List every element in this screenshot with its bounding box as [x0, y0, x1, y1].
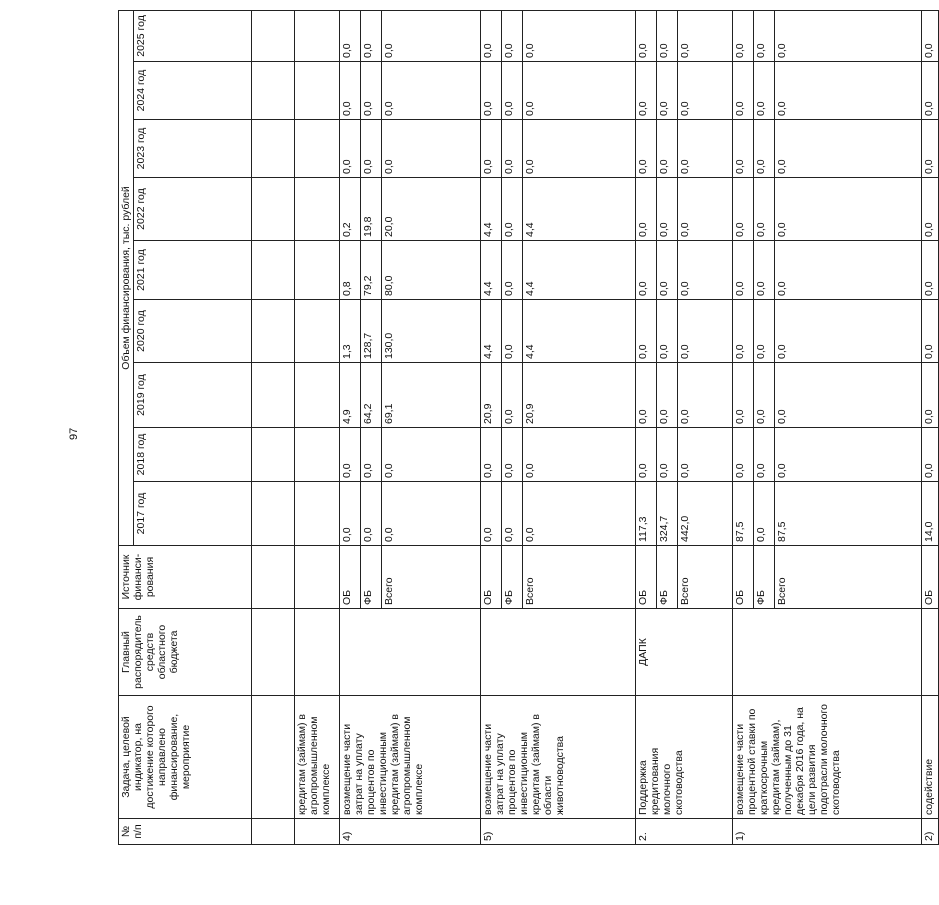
funding-value: 0,0 [657, 428, 678, 482]
row-source: ФБ [754, 546, 775, 609]
header-year: 2018 год [134, 428, 252, 482]
funding-value: 0,0 [775, 120, 922, 178]
funding-value: 0,0 [754, 482, 775, 546]
row-manager [733, 609, 922, 696]
funding-value: 0,0 [382, 482, 481, 546]
header-spacer-row [252, 10, 295, 844]
funding-value: 0,0 [922, 178, 939, 241]
funding-value: 0,0 [361, 482, 382, 546]
funding-value: 0,0 [733, 428, 754, 482]
funding-value: 0,0 [922, 300, 939, 363]
header-source: Источник финанси-рования [119, 546, 252, 609]
funding-value: 0,0 [754, 428, 775, 482]
funding-value-empty [295, 363, 340, 428]
funding-value: 0,0 [361, 120, 382, 178]
funding-value: 1,3 [340, 300, 361, 363]
funding-value-empty [295, 62, 340, 120]
funding-value: 0,0 [678, 62, 733, 120]
funding-value: 0,0 [657, 62, 678, 120]
funding-value: 0,0 [775, 300, 922, 363]
funding-value: 117,3 [636, 482, 657, 546]
funding-value: 4,4 [481, 241, 502, 300]
funding-value: 4,4 [523, 241, 636, 300]
funding-value: 0,0 [775, 10, 922, 61]
header-year: 2021 год [134, 241, 252, 300]
row-source: ФБ [657, 546, 678, 609]
row-manager [922, 609, 939, 696]
funding-value: 0,0 [678, 428, 733, 482]
header-year: 2017 год [134, 482, 252, 546]
funding-value: 0,0 [502, 10, 523, 61]
funding-value: 0,0 [502, 428, 523, 482]
funding-value: 14,0 [922, 482, 939, 546]
funding-value: 0,0 [340, 10, 361, 61]
funding-value: 0,0 [502, 300, 523, 363]
funding-value: 79,2 [361, 241, 382, 300]
funding-value: 4,4 [523, 178, 636, 241]
funding-value: 4,9 [340, 363, 361, 428]
funding-value: 0,0 [775, 62, 922, 120]
funding-value: 0,0 [678, 241, 733, 300]
row-task-name: кредитам (займам) в агропромышленном комплексе [295, 696, 340, 819]
table-body [295, 10, 939, 844]
funding-value: 0,0 [636, 10, 657, 61]
row-source: ФБ [502, 546, 523, 609]
funding-value: 0,0 [481, 120, 502, 178]
funding-value: 324,7 [657, 482, 678, 546]
funding-value: 0,0 [481, 428, 502, 482]
funding-value: 0,0 [361, 62, 382, 120]
funding-value: 87,5 [775, 482, 922, 546]
funding-value-empty [295, 300, 340, 363]
funding-value: 0,0 [678, 178, 733, 241]
funding-value: 0,0 [657, 10, 678, 61]
row-manager: ДАПК [636, 609, 733, 696]
funding-value: 0,0 [382, 428, 481, 482]
row-source: Всего [678, 546, 733, 609]
header-row-1 [119, 10, 134, 844]
header-year: 2022 год [134, 178, 252, 241]
row-source: Всего [382, 546, 481, 609]
header-year: 2023 год [134, 120, 252, 178]
funding-value: 0,0 [502, 482, 523, 546]
table-row [636, 10, 657, 844]
row-manager [295, 609, 340, 696]
row-number: 5) [481, 819, 636, 845]
funding-value: 0,0 [361, 428, 382, 482]
funding-value: 0,0 [922, 241, 939, 300]
row-task-name: Поддержка кредитования молочного скотоводства [636, 696, 733, 819]
row-task-name: возмещение части затрат на уплату процентов по инвестиционным кредитам (займам) в агропромышленном комплексе [340, 696, 481, 819]
row-manager [340, 609, 481, 696]
funding-value: 0,0 [754, 178, 775, 241]
funding-value: 0,0 [382, 10, 481, 61]
funding-value: 0,0 [502, 120, 523, 178]
row-number: 2) [922, 819, 939, 845]
funding-value: 80,0 [382, 241, 481, 300]
funding-value: 130,0 [382, 300, 481, 363]
funding-value: 0,0 [657, 300, 678, 363]
funding-value: 0,0 [733, 300, 754, 363]
row-number: 4) [340, 819, 481, 845]
funding-value: 0,0 [636, 428, 657, 482]
funding-value: 0,0 [754, 363, 775, 428]
table-row [295, 10, 340, 844]
header-year: 2025 год [134, 10, 252, 61]
funding-value: 0,0 [636, 300, 657, 363]
funding-value-empty [295, 178, 340, 241]
row-source: ОБ [922, 546, 939, 609]
funding-value: 0,0 [754, 120, 775, 178]
funding-value: 4,4 [523, 300, 636, 363]
funding-value: 0,0 [636, 178, 657, 241]
funding-value: 87,5 [733, 482, 754, 546]
funding-value: 0,0 [775, 363, 922, 428]
funding-value: 0,0 [523, 428, 636, 482]
funding-value: 0,0 [733, 178, 754, 241]
funding-value: 20,9 [481, 363, 502, 428]
funding-value: 0,0 [754, 62, 775, 120]
funding-value: 0,0 [481, 62, 502, 120]
row-task-name: возмещение части затрат на уплату процентов по инвестиционным кредитам (займам) в области животноводства [481, 696, 636, 819]
funding-value: 0,0 [523, 62, 636, 120]
funding-value: 0,0 [733, 10, 754, 61]
row-number: 1) [733, 819, 922, 845]
funding-value: 0,0 [636, 241, 657, 300]
funding-value: 0,0 [502, 241, 523, 300]
funding-value: 0,8 [340, 241, 361, 300]
header-task: Задача, целевой индикатор, на достижение которого направлено финансирование, мероприятие [119, 696, 252, 819]
funding-value: 0,0 [502, 62, 523, 120]
funding-value: 4,4 [481, 300, 502, 363]
funding-value: 0,0 [775, 428, 922, 482]
table-row [340, 10, 361, 844]
funding-value: 0,0 [922, 10, 939, 61]
funding-value-empty [295, 241, 340, 300]
funding-value: 0,0 [523, 120, 636, 178]
funding-value: 20,0 [382, 178, 481, 241]
funding-value: 0,0 [502, 178, 523, 241]
funding-value: 0,0 [754, 300, 775, 363]
row-source: ОБ [481, 546, 502, 609]
row-task-name: возмещение части процентной ставки по краткосрочным кредитам (займам), полученным до 31 декабря 2016 года, на цели развития подотрасли молочного скотоводства [733, 696, 922, 819]
header-year: 2019 год [134, 363, 252, 428]
funding-value: 0,0 [502, 363, 523, 428]
funding-value: 0,0 [657, 241, 678, 300]
page-number: 97 [68, 427, 80, 440]
funding-value: 0,0 [523, 482, 636, 546]
header-year: 2020 год [134, 300, 252, 363]
funding-value: 20,9 [523, 363, 636, 428]
funding-value: 0,0 [678, 10, 733, 61]
table-row [481, 10, 502, 844]
funding-value: 0,0 [754, 241, 775, 300]
header-year: 2024 год [134, 62, 252, 120]
funding-value: 19,8 [361, 178, 382, 241]
funding-value: 0,0 [922, 363, 939, 428]
funding-value: 0,0 [636, 62, 657, 120]
funding-value: 0,0 [382, 120, 481, 178]
funding-value: 0,0 [636, 120, 657, 178]
row-manager [481, 609, 636, 696]
funding-value: 0,0 [775, 178, 922, 241]
funding-value: 0,0 [340, 482, 361, 546]
row-source: Всего [523, 546, 636, 609]
funding-value-empty [295, 482, 340, 546]
funding-value: 0,0 [754, 10, 775, 61]
funding-value: 0,0 [733, 120, 754, 178]
funding-value: 0,0 [678, 300, 733, 363]
row-source: ОБ [636, 546, 657, 609]
funding-value: 0,0 [657, 178, 678, 241]
table-row [922, 10, 939, 844]
row-source: Всего [775, 546, 922, 609]
header-no: № п/п [119, 819, 252, 845]
funding-value: 0,0 [733, 62, 754, 120]
row-source: ОБ [340, 546, 361, 609]
row-source: ФБ [361, 546, 382, 609]
funding-value: 0,0 [733, 363, 754, 428]
funding-value: 0,0 [340, 120, 361, 178]
funding-value: 0,0 [340, 428, 361, 482]
funding-value: 0,0 [481, 482, 502, 546]
funding-value: 0,0 [922, 120, 939, 178]
row-number [295, 819, 340, 845]
funding-value: 69,1 [382, 363, 481, 428]
table-row [733, 10, 754, 844]
funding-value: 0,0 [523, 10, 636, 61]
funding-value: 0,0 [382, 62, 481, 120]
funding-value-empty [295, 428, 340, 482]
funding-value: 0,0 [678, 120, 733, 178]
funding-value: 0,0 [657, 363, 678, 428]
header-funding: Объем финансирования, тыс. рублей [119, 10, 134, 545]
funding-value: 0,0 [636, 363, 657, 428]
funding-value: 0,0 [678, 363, 733, 428]
header-manager: Главный распорядитель средств областного бюджета [119, 609, 252, 696]
funding-value: 0,0 [340, 62, 361, 120]
funding-value: 128,7 [361, 300, 382, 363]
row-source: ОБ [733, 546, 754, 609]
funding-value: 0,0 [733, 241, 754, 300]
funding-value-empty [295, 10, 340, 61]
funding-value: 0,0 [775, 241, 922, 300]
funding-table [118, 10, 939, 845]
row-number: 2. [636, 819, 733, 845]
rotated-table-wrapper [118, 15, 935, 845]
funding-value: 64,2 [361, 363, 382, 428]
funding-value-empty [295, 120, 340, 178]
funding-value: 0,0 [657, 120, 678, 178]
funding-value: 0,0 [481, 10, 502, 61]
funding-value: 0,0 [361, 10, 382, 61]
funding-value: 4,4 [481, 178, 502, 241]
funding-value: 0,2 [340, 178, 361, 241]
funding-value: 0,0 [922, 428, 939, 482]
funding-value: 0,0 [922, 62, 939, 120]
row-task-name: содействие [922, 696, 939, 819]
row-source-empty [295, 546, 340, 609]
funding-value: 442,0 [678, 482, 733, 546]
